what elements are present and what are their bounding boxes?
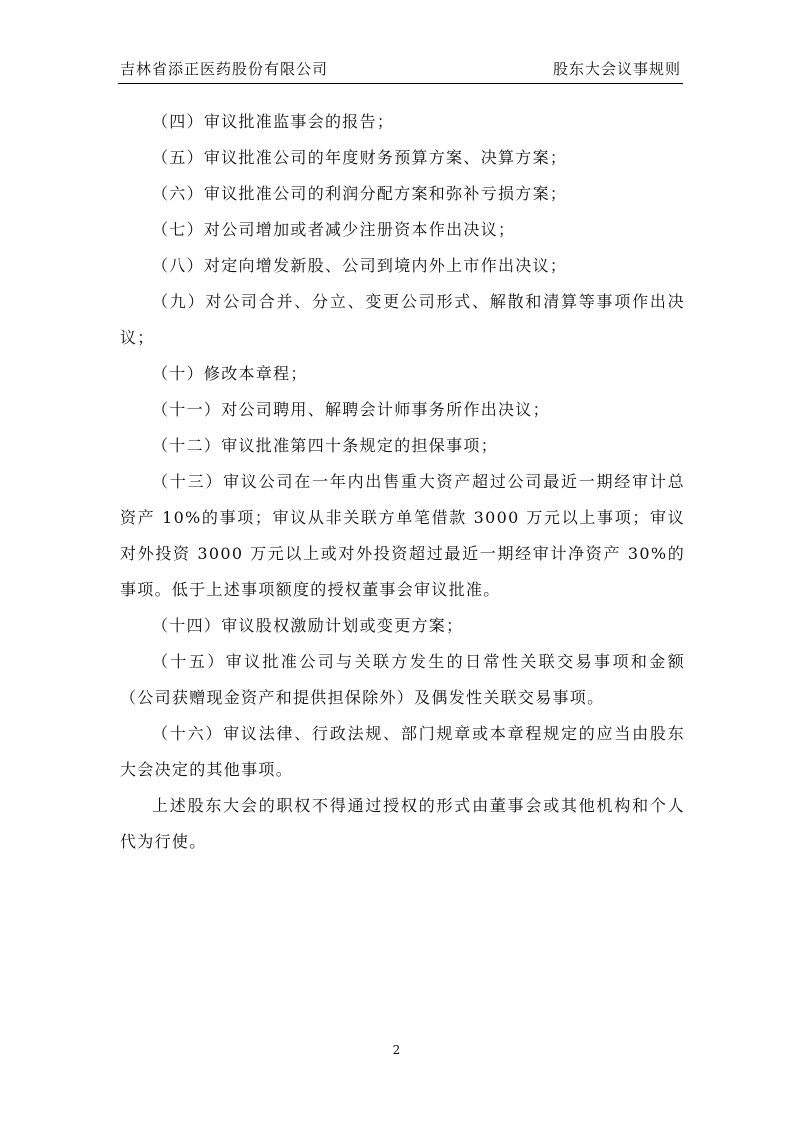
page-number: 2 — [392, 1043, 401, 1057]
document-body — [120, 104, 685, 860]
paragraph-item-6: （六）审议批准公司的利润分配方案和弥补亏损方案； — [152, 184, 568, 203]
paragraph-item-9: （九）对公司合并、分立、变更公司形式、解散和清算等事项作出决议； — [120, 292, 685, 347]
paragraph-item-11: （十一）对公司聘用、解聘会计师事务所作出决议； — [152, 400, 550, 419]
paragraph-item-4: （四）审议批准监事会的报告； — [152, 112, 395, 131]
paragraph-closing: 上述股东大会的职权不得通过授权的形式由董事会或其他机构和个人代为行使。 — [120, 796, 685, 851]
header-company-name: 吉林省添正医药股份有限公司 — [120, 60, 329, 78]
header-document-title: 股东大会议事规则 — [552, 60, 681, 78]
paragraph-item-12: （十二）审议批准第四十条规定的担保事项； — [152, 436, 499, 455]
paragraph-item-7: （七）对公司增加或者减少注册资本作出决议； — [152, 220, 516, 239]
paragraph-item-8: （八）对定向增发新股、公司到境内外上市作出决议； — [152, 256, 568, 275]
page-header — [118, 55, 683, 84]
paragraph-item-10: （十）修改本章程； — [152, 364, 308, 383]
paragraph-item-13: （十三）审议公司在一年内出售重大资产超过公司最近一期经审计总资产 10%的事项；审议从非关联方单笔借款 3000 万元以上事项；审议对外投资 3000 万元以上或对外投资超过最近一期经审计净资产 30%的事项。低于上述事项额度的授权董事会审议批准。 — [120, 472, 685, 599]
paragraph-item-16: （十六）审议法律、行政法规、部门规章或本章程规定的应当由股东大会决定的其他事项。 — [120, 724, 685, 779]
paragraph-item-14: （十四）审议股权激励计划或变更方案； — [152, 616, 464, 635]
paragraph-item-5: （五）审议批准公司的年度财务预算方案、决算方案； — [152, 148, 568, 167]
paragraph-item-15: （十五）审议批准公司与关联方发生的日常性关联交易事项和金额（公司获赠现金资产和提供担保除外）及偶发性关联交易事项。 — [120, 652, 685, 707]
